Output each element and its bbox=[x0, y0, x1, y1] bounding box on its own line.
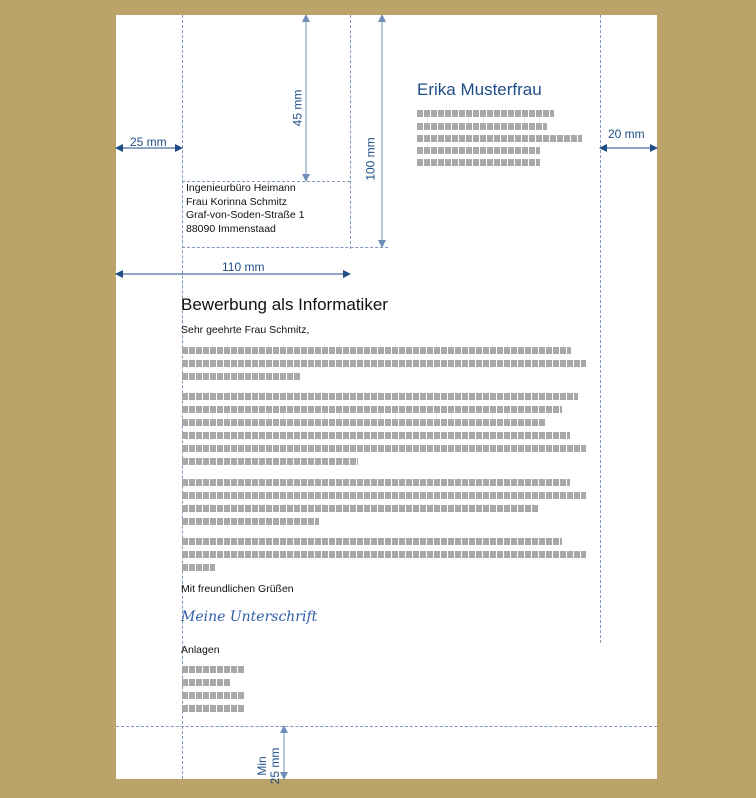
body-placeholder-line bbox=[182, 505, 538, 512]
recipient-line: Graf-von-Soden-Straße 1 bbox=[186, 209, 305, 221]
attachments-label: Anlagen bbox=[181, 644, 220, 656]
top-address-label: 45 mm bbox=[290, 89, 305, 127]
header-height-label: 100 mm bbox=[363, 137, 378, 181]
sender-placeholder-line bbox=[417, 135, 582, 142]
letter-closing: Mit freundlichen Grüßen bbox=[181, 583, 294, 595]
body-placeholder-line bbox=[182, 360, 586, 367]
recipient-line: 88090 Immenstaad bbox=[186, 222, 276, 235]
sender-placeholder-line bbox=[417, 147, 540, 154]
sender-placeholder-line bbox=[417, 123, 547, 130]
attachment-placeholder-line bbox=[182, 705, 245, 712]
body-placeholder-line bbox=[182, 458, 358, 465]
body-placeholder-line bbox=[182, 479, 570, 486]
bottom-margin-label bbox=[256, 741, 282, 791]
left-margin-label: 25 mm bbox=[130, 135, 167, 149]
body-placeholder-line bbox=[182, 551, 586, 558]
body-placeholder-line bbox=[182, 518, 319, 525]
body-placeholder-line bbox=[182, 419, 546, 426]
body-placeholder-line bbox=[182, 445, 586, 452]
sender-name: Erika Musterfrau bbox=[417, 80, 542, 99]
sender-placeholder-line bbox=[417, 110, 554, 117]
recipient-line: Ingenieurbüro Heimann bbox=[186, 182, 296, 194]
attachment-placeholder-line bbox=[182, 666, 245, 673]
address-width-label: 110 mm bbox=[222, 260, 265, 274]
letter-subject: Bewerbung als Informatiker bbox=[181, 295, 388, 314]
body-placeholder-line bbox=[182, 347, 571, 354]
signature: Meine Unterschrift bbox=[181, 609, 318, 625]
body-placeholder-line bbox=[182, 538, 562, 545]
right-margin-label: 20 mm bbox=[608, 127, 645, 141]
bottom-margin-label-line2: 25 mm bbox=[268, 747, 282, 785]
bottom-margin-label-line1: Min bbox=[255, 756, 269, 776]
sender-placeholder-line bbox=[417, 159, 540, 166]
body-placeholder-line bbox=[182, 393, 578, 400]
body-placeholder-line bbox=[182, 432, 570, 439]
body-placeholder-line bbox=[182, 406, 562, 413]
attachment-placeholder-line bbox=[182, 679, 230, 686]
body-placeholder-line bbox=[182, 373, 301, 380]
body-placeholder-line bbox=[182, 492, 586, 499]
letter-salutation: Sehr geehrte Frau Schmitz, bbox=[181, 324, 310, 336]
letter-sheet bbox=[116, 15, 657, 785]
recipient-address bbox=[186, 182, 304, 236]
recipient-line: Frau Korinna Schmitz bbox=[186, 195, 287, 208]
body-placeholder-line bbox=[182, 564, 215, 571]
attachment-placeholder-line bbox=[182, 692, 245, 699]
